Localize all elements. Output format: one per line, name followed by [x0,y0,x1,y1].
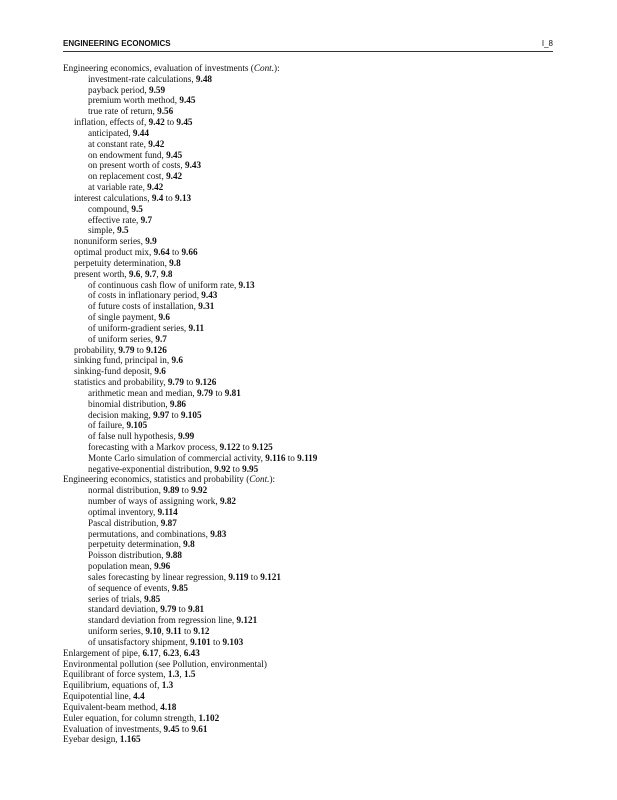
index-entry [63,388,563,399]
index-entry [63,637,563,648]
index-entry [63,615,563,626]
index-entry [63,442,563,453]
page-ref: 9.13 [175,192,192,203]
index-entry [63,182,563,193]
index-entry [63,334,563,345]
page-ref: 9.42 [147,182,164,193]
index-term: of sequence of events, [88,582,172,593]
index-term: simple, [88,225,118,236]
page-ref: 9.66 [181,247,198,258]
index-entry [63,63,563,74]
index-entry [63,269,563,280]
page-ref: 9.82 [219,496,237,507]
ref-separator: to [163,192,176,203]
page-ref: 9.7 [144,268,157,279]
ref-separator: to [210,636,223,647]
index-entry [63,139,563,150]
page-ref: 9.42 [148,117,165,128]
index-term: Equipotential line, [63,691,134,702]
index-term: of unsatisfactory shipment, [88,636,191,647]
page-ref: 9.43 [184,160,202,171]
ref-separator: to [230,463,243,474]
index-entry [63,247,563,258]
index-term: on replacement cost, [88,171,167,182]
index-entry [63,95,563,106]
ref-separator: to [164,117,177,128]
index-term: decision making, [88,409,154,420]
page-ref: 9.79 [196,387,214,398]
page-ref: 9.45 [179,95,196,106]
page-ref: 9.79 [167,377,184,388]
index-term: Poisson distribution, [88,550,166,561]
index-term: population mean, [88,561,155,572]
index-term: sinking-fund deposit, [74,366,155,377]
page-ref: 4.18 [160,701,177,712]
index-entry [63,529,563,540]
page-ref: 9.85 [144,593,161,604]
page-ref: 9.6 [154,366,166,377]
index-term: of future costs of installation, [88,301,199,312]
index-term: Environmental pollution (see Pollution, environmental) [63,658,267,669]
index-term: Equilibrant of force system, [63,669,168,680]
index-entry [63,539,563,550]
index-term: Engineering economics, evaluation of investments ( [63,63,254,73]
page-ref: 9.101 [190,636,211,647]
ref-separator: , [158,647,164,658]
page-ref: 9.89 [163,485,180,496]
page-ref: 9.95 [242,463,259,474]
index-term: compound, [88,203,132,214]
page-ref: 9.42 [148,138,165,149]
page-ref: 9.105 [180,409,202,420]
index-term: uniform series, [88,626,146,637]
term-tail: ): [274,63,280,73]
index-term: of continuous cash flow of uniform rate, [88,279,239,290]
index-entry [63,485,563,496]
index-term: perpetuity determination, [88,539,184,550]
page-ref: 6.17 [142,647,159,658]
page-ref: 9.105 [126,420,148,431]
page-ref: 9.8 [161,268,173,279]
page-ref: 1.3 [167,669,180,680]
ref-separator: to [240,441,253,452]
ref-separator: to [134,344,147,355]
index-entry [63,301,563,312]
ref-separator: , [161,626,167,637]
index-term: Eyebar design, [63,734,120,745]
index-entry [63,464,563,475]
page-ref: 9.119 [228,571,249,582]
page-ref: 9.12 [193,626,210,637]
ref-separator: , [179,647,184,658]
index-entry [63,734,563,745]
index-term: nonuniform series, [74,236,146,247]
index-term: investment-rate calculations, [88,73,196,84]
page-ref: 9.31 [198,301,215,312]
page-ref: 9.5 [117,225,129,236]
page-ref: 9.44 [132,127,149,138]
index-entry [63,626,563,637]
page-ref: 9.45 [163,723,180,734]
index-term: permutations, and combinations, [88,528,211,539]
index-entry [63,518,563,529]
page-ref: 6.23 [163,647,180,658]
index-entry [63,258,563,269]
page-ref: 9.6 [171,355,183,366]
ref-separator: to [285,452,298,463]
index-term: perpetuity determination, [74,257,170,268]
ref-separator: to [213,387,225,398]
page-ref: 9.103 [222,636,244,647]
page-ref: 9.11 [188,322,205,333]
page-ref: 9.96 [154,561,171,572]
index-term: of costs in inflationary period, [88,290,202,301]
index-term: true rate of return, [88,106,158,117]
index-entry [63,85,563,96]
page-ref: 9.88 [165,550,182,561]
index-entry [63,323,563,334]
index-entry [63,604,563,615]
page-ref: 9.4 [151,192,164,203]
page-ref: 9.45 [166,149,183,160]
index-term: arithmetic mean and median, [88,387,197,398]
index-entry [63,150,563,161]
index-term: sales forecasting by linear regression, [88,571,229,582]
index-term: number of ways of assigning work, [88,496,220,507]
page-ref: 6.43 [183,647,200,658]
continued-label: Cont. [249,474,270,485]
page-ref: 1.165 [119,734,141,745]
page-ref: 9.85 [171,582,189,593]
page-ref: 9.64 [153,247,170,258]
page-ref: 9.8 [169,257,181,268]
index-entry [63,583,563,594]
page-ref: 9.5 [131,203,143,214]
page-ref: 9.10 [145,626,162,637]
page-ref: 9.56 [157,106,174,117]
index-entry [63,702,563,713]
index-entry [63,594,563,605]
ref-separator: to [179,485,192,496]
index-entry [63,648,563,659]
page-ref: 9.81 [224,387,241,398]
page-ref: 9.97 [153,409,170,420]
index-entry [63,225,563,236]
index-term: Engineering economics, statistics and probability ( [63,474,250,485]
page-ref: 9.61 [191,723,208,734]
index-entry [63,659,563,670]
index-term: standard deviation, [88,604,161,615]
ref-separator: to [169,247,182,258]
index-term: probability, [74,344,119,355]
ref-separator: to [176,604,189,615]
index-term: at constant rate, [88,138,149,149]
page-ref: 9.9 [145,236,157,247]
index-entry [63,691,563,702]
index-term: on endowment fund, [88,149,167,160]
index-entry [63,193,563,204]
page-ref: 9.7 [155,333,167,344]
index-term: of uniform-gradient series, [88,322,189,333]
index-entry [63,355,563,366]
page-ref: 9.43 [201,290,218,301]
index-term: Evaluation of investments, [63,723,164,734]
index-term: anticipated, [88,127,133,138]
page-ref: 9.6 [158,312,170,323]
page-ref: 1.3 [161,680,174,691]
page-ref: 9.48 [195,73,212,84]
index-entry [63,550,563,561]
index-entry [63,713,563,724]
index-term: inflation, effects of, [74,117,149,128]
page-ref: 9.79 [160,604,177,615]
index-entry [63,204,563,215]
page-ref: 4.4 [133,691,145,702]
page-number: I_8 [541,39,553,48]
index-term: standard deviation from regression line, [88,615,237,626]
index-term: forecasting with a Markov process, [88,441,220,452]
index-term: series of trials, [88,593,145,604]
index-entry [63,474,563,485]
index-entry [63,377,563,388]
index-entry [63,572,563,583]
index-entry [63,420,563,431]
index-term: of uniform series, [88,333,156,344]
header-title: ENGINEERING ECONOMICS [63,39,171,48]
index-term: sinking fund, principal in, [74,355,172,366]
page-ref: 9.81 [188,604,205,615]
index-list [63,63,563,745]
index-entry [63,669,563,680]
term-tail: ): [269,474,276,485]
index-entry [63,399,563,410]
index-term: Equilibrium, equations of, [63,680,162,691]
index-entry [63,453,563,464]
page-ref: 9.13 [238,279,255,290]
index-entry [63,496,563,507]
index-term: Pascal distribution, [88,517,161,528]
page-ref: 9.11 [166,626,182,637]
index-term: optimal product mix, [74,247,154,258]
page-ref: 9.45 [176,117,193,128]
index-term: at variable rate, [88,182,148,193]
page-ref: 9.86 [169,398,186,409]
page-ref: 1.102 [198,712,220,723]
page-ref: 9.42 [166,171,183,182]
page-ref: 9.119 [297,452,318,463]
index-entry [63,215,563,226]
index-entry [63,160,563,171]
index-term: binomial distribution, [88,398,170,409]
index-term: premium worth method, [88,95,180,106]
index-term: Monte Carlo simulation of commercial activity, [88,452,266,463]
index-entry [63,236,563,247]
index-term: on present worth of costs, [88,160,185,171]
page-ref: 9.114 [157,506,178,517]
page-ref: 9.8 [183,539,195,550]
index-term: negative-exponential distribution, [88,463,215,474]
page-ref: 9.79 [118,344,135,355]
index-term: Euler equation, for column strength, [63,712,199,723]
index-entry [63,345,563,356]
index-term: effective rate, [88,214,141,225]
ref-separator: to [181,626,194,637]
ref-separator: to [169,409,181,420]
continued-label: Cont. [253,63,275,73]
page-ref: 9.92 [191,485,208,496]
ref-separator: to [183,377,196,388]
page-ref: 9.87 [160,517,177,528]
page-ref: 9.83 [210,528,227,539]
index-entry [63,724,563,735]
index-term: Equivalent-beam method, [63,701,161,712]
page-ref: 9.126 [146,344,167,355]
page-ref: 9.121 [260,571,281,582]
index-term: payback period, [88,84,149,95]
index-term: statistics and probability, [74,377,168,388]
index-entry [63,561,563,572]
page-ref: 9.59 [148,84,166,95]
index-entry [63,507,563,518]
index-entry [63,117,563,128]
page-ref: 9.122 [219,441,241,452]
index-term: normal distribution, [88,485,164,496]
ref-separator: , [179,669,184,680]
index-term: of failure, [88,420,127,431]
ref-separator: to [179,723,192,734]
header-rule [63,51,553,52]
index-term: optimal inventory, [88,506,158,517]
ref-separator: , [140,268,145,279]
index-entry [63,410,563,421]
index-entry [63,431,563,442]
page-ref: 9.125 [252,441,273,452]
page-ref: 9.92 [214,463,231,474]
ref-separator: to [248,571,261,582]
page-ref: 9.7 [140,214,153,225]
page-ref: 9.99 [178,431,195,442]
index-entry [63,680,563,691]
index-term: of single payment, [88,312,159,323]
index-entry [63,290,563,301]
page-ref: 9.126 [195,377,217,388]
index-entry [63,280,563,291]
index-entry [63,128,563,139]
index-entry [63,366,563,377]
index-term: present worth, [74,268,129,279]
page-ref: 9.121 [236,615,258,626]
index-entry [63,171,563,182]
index-term: interest calculations, [74,192,152,203]
index-entry [63,74,563,85]
page-ref: 9.116 [265,452,286,463]
index-entry [63,106,563,117]
index-entry [63,312,563,323]
index-term: Enlargement of pipe, [63,647,143,658]
ref-separator: , [156,268,162,279]
page-ref: 1.5 [183,669,196,680]
index-term: of false null hypothesis, [88,431,179,442]
page-ref: 9.6 [128,268,141,279]
